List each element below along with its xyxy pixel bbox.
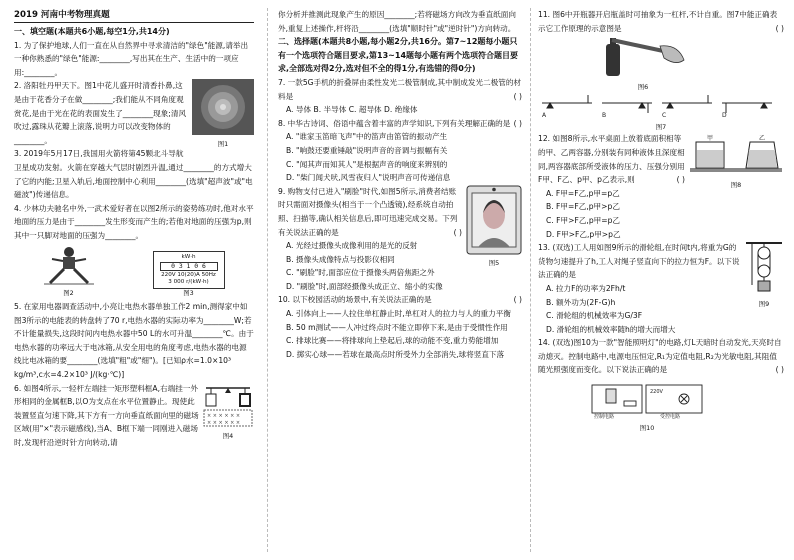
figures-2-3 [14, 245, 254, 299]
column-divider [267, 8, 268, 552]
option-a: A. 引体向上——人拉住单杠静止时,单杠对人的拉力与人的重力平衡 [286, 309, 511, 319]
option-b: B. 摄像头成像特点与投影仪相同 [286, 254, 395, 264]
answer-blank: ( ) [453, 227, 462, 237]
svg-text:× × × × × ×: × × × × × × [207, 419, 241, 426]
section-heading: 二、选择题(本题共8小题,每小题2分,共16分。第7~12题每小题只有一个选项符合题目要求,第13~14题每小题有两个选项符合题目要求,全部选对得2分,选对但不全的得1分,有选错的得0分) [278, 37, 519, 74]
figure-10 [588, 379, 706, 433]
option-d: D. "刷脸"时,面部经摄像头成正立、缩小的实像 [286, 281, 443, 291]
figure-2 [44, 245, 94, 299]
meter-constant: 3 000 r/(kW·h) [168, 279, 209, 286]
figure-8 [688, 132, 784, 190]
lever-magnetic-field-figure [202, 382, 254, 428]
two-containers-figure [688, 132, 784, 176]
answer-blank: ( ) [513, 91, 522, 101]
figure-caption: 图7 [655, 123, 667, 132]
option-d: D. F甲>F乙,p甲>p乙 [546, 229, 621, 239]
lever-diagrams [538, 93, 778, 119]
figure-9 [744, 241, 784, 309]
question-4: 4. 少林功夫驰名中外,一武术爱好者在以图2所示的姿势练功时,他对水平地面的压力是由于________发生形变而产生的;若他对地面的压强为p,则其中一只脚对地面的压强为________。 [14, 203, 254, 240]
option-d: D. "柴门闻犬吠,风雪夜归人"说明声音可传递信息 [286, 173, 451, 183]
svg-text:B: B [602, 111, 607, 119]
option-d: D. 掷实心球——若球在最高点时所受外力全部消失,球将竖直下落 [286, 349, 505, 359]
column-left [14, 8, 254, 450]
option-c: C. 滑轮组的机械效率为G/3F [546, 311, 643, 321]
figure-7 [538, 93, 784, 133]
figure-5 [466, 185, 522, 269]
option-a: A. F甲=F乙,p甲=p乙 [546, 188, 620, 198]
option-c: C. 排球比赛——将排球向上垫起后,球的动能不变,重力势能增加 [286, 336, 499, 346]
figure-caption: 图3 [183, 289, 194, 298]
question-5: 5. 在家用电器调查活动中,小亮让电热水器单独工作2 min,测得家中如图3所示的电能表的转盘转了70 r,电热水器的实际功率为________W;若不计能量损失,这段时间内电热水器中50 L的水可升温________℃。由于电热水器的功率远大于电冰箱,从安全用电的角度考虑,电热水器的电源线比电冰箱的要________(选填"粗"或"细")。[已知ρ水=1.0×10³ kg/m³,c水=4.2×10³ J/(kg·℃)] [14, 302, 254, 380]
question-14: 14. (双选)图10为一款"智能照明灯"的电路,灯L天暗时自动发光,天亮时自动熄灭。控制电路中,电源电压恒定,R₁为定值电阻,R₂为光敏电阻,其阻值随光照强度而变化。以下说法正确的是 ( ) [538, 336, 784, 377]
svg-text:D: D [722, 111, 727, 119]
meter-rating: 220V 10(20)A 50Hz [161, 272, 216, 279]
bottle-opener-figure [598, 36, 688, 78]
figure-caption: 图4 [222, 432, 234, 441]
figure-caption: 图5 [488, 259, 500, 268]
figure-6 [598, 36, 688, 92]
smart-light-circuit-figure [588, 379, 706, 419]
question-11: 11. 图6中开瓶器开启瓶盖时可抽象为一杠杆,不计自重。图7中能正确表示它工作原理的示意图是 ( ) [538, 8, 784, 35]
option-c: C. "刷脸"时,面部应位于摄像头两倍焦距之外 [286, 268, 435, 278]
svg-text:A: A [542, 111, 547, 119]
option-b: B. 50 m测试——人冲过终点时不能立即停下来,是由于受惯性作用 [286, 322, 508, 332]
svg-text:× × × × × ×: × × × × × × [207, 412, 241, 419]
meter-digits: 0 3 1 0 6 [160, 262, 218, 271]
question-2-block [14, 79, 254, 147]
question-3: 3. 2019年5月17日,我国用火箭将第45颗北斗导航卫星成功发射。火箭在穿越大气层时剧烈升温,通过________的方式增大了它的内能;卫星入轨后,地面控制中心利用________(选填"超声波"或"电磁波")传递信息。 [14, 149, 253, 200]
option-c: C. "闻其声而知其人"是根据声音的响度来辨别的 [286, 159, 448, 169]
question-2: 2. 洛阳牡丹甲天下。图1中花儿盛开时清香扑鼻,这是由于花香分子在做________;我们能从不同角度观赏花,是由于光在花的表面发生了________现象;清风吹过,露珠从花瓣上滚落,说明力可以改变物体的________。 [14, 81, 187, 145]
figure-caption: 图9 [758, 299, 770, 308]
question-7-options: A. 导体 B. 半导体 C. 超导体 D. 绝缘体 [286, 105, 418, 115]
answer-blank: ( ) [513, 118, 522, 128]
figure-4 [202, 382, 254, 442]
face-payment-device [466, 185, 522, 255]
column-divider [530, 8, 531, 552]
question-13: 13. (双选)工人用如图9所示的滑轮组,在时间t内,将重为G的货物匀速提升了h,工人对绳子竖直向下的拉力恒为F。以下说法正确的是 [538, 243, 740, 280]
question-6-continued: 你分析并推测此现象产生的原因________;若将磁场方向改为垂直纸面向外,重复上述操作,杆将沿________(选填"顺时针"或"逆时针")方向转动。 [278, 10, 516, 33]
question-1: 1. 为了保护地球,人们一直在从自然界中寻求清洁的"绿色"能源,请举出一种你熟悉的"绿色"能源:________,写出其在生产、生活中的一项应用:________。 [14, 40, 249, 77]
option-d: D. 滑轮组的机械效率随h的增大而增大 [546, 324, 676, 334]
question-12-block [538, 132, 784, 241]
answer-blank: ( ) [513, 295, 522, 305]
answer-blank: ( ) [676, 175, 685, 185]
figure-caption: 图1 [217, 139, 229, 148]
option-b: B. "响鼓还要重锤敲"说明声音的音调与振幅有关 [286, 145, 448, 155]
option-b: B. 额外功为(2F-G)h [546, 297, 616, 307]
option-a: A. "谁家玉笛暗飞声"中的笛声由笛管的振动产生 [286, 132, 448, 142]
question-10: 10. 以下校园活动的场景中,有关说法正确的是 ( ) [278, 293, 522, 307]
answer-blank: ( ) [775, 365, 784, 375]
column-right [538, 8, 784, 433]
container-label-jia: 甲 [707, 135, 714, 143]
column-middle [278, 8, 522, 361]
question-7: 7. 一款5G手机的折叠屏由柔性发光二极管制成,其中制成发光二极管的材料是 ( ) [278, 76, 522, 103]
option-b: B. F甲=F乙,p甲>p乙 [546, 202, 620, 212]
question-6: 6. 如图4所示,一轻杆左端挂一矩形塑料框A,右端挂一外形相同的金属框B,以O为支点在水平位置静止。现使此装置竖直匀速下降,其下方有一方向垂直纸面向里的磁场区域(用"×"表示磁感线),当A、B框下端一同刚进入磁场时,发现杆沿逆时针方向转动,请 [14, 383, 199, 448]
pulley-system-figure [744, 241, 784, 295]
figure-caption: 图2 [63, 289, 74, 298]
question-8: 8. 中华古诗词、俗语中蕴含着丰富的声学知识,下列有关理解正确的是 ( ) [278, 117, 522, 131]
martial-artist-figure [44, 245, 94, 285]
answer-blank: ( ) [775, 23, 784, 33]
control-circuit-label: 控制电路 [594, 414, 615, 420]
section-heading: 一、填空题(本题共6小题,每空1分,共14分) [14, 27, 170, 36]
controlled-circuit-label: 受控电路 [660, 414, 681, 420]
figure-3 [153, 251, 225, 298]
figure-caption: 图10 [639, 423, 655, 432]
figure-1 [192, 79, 254, 149]
container-label-yi: 乙 [759, 135, 766, 143]
electric-meter [153, 251, 225, 289]
question-9: 9. 购物支付已进入"刷脸"时代,如图5所示,消费者结账时只需面对摄像头(相当于一个凸透镜),经系统自动拍照、扫描等,确认相关信息后,即可迅速完成交易。下列有关说法正确的是 ( ) [278, 185, 522, 239]
option-a: A. 光经过摄像头成像利用的是光的反射 [286, 241, 418, 251]
peony-flower-photo [192, 79, 254, 135]
question-12: 12. 如图8所示,水平桌面上放着底面积相等的甲、乙两容器,分别装有同种液体且深度相同,两容器底部所受液体的压力、压强分别用F甲、F乙、p甲、p乙表示,则 ( ) [538, 132, 784, 186]
option-c: C. F甲>F乙,p甲=p乙 [546, 215, 621, 225]
option-a: A. 拉力F的功率为2Fh/t [546, 283, 626, 293]
meter-unit: kW·h [181, 254, 196, 261]
figure-caption: 图8 [730, 180, 742, 189]
figure-caption: 图6 [637, 82, 649, 91]
question-9-block [278, 185, 522, 294]
voltage-label: 220V [650, 389, 663, 396]
svg-text:C: C [662, 111, 667, 119]
page-title: 2019 河南中考物理真题 [14, 8, 254, 23]
question-13-block [538, 241, 784, 336]
question-6-block [14, 382, 254, 450]
